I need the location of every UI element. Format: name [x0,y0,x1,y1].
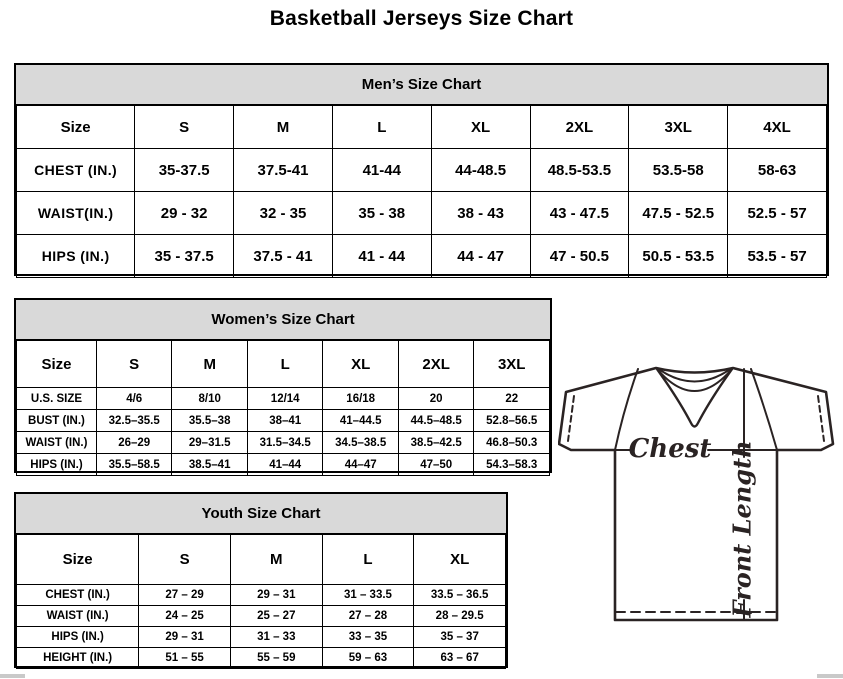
size-value: 41-44 [332,149,431,192]
size-value: 27 – 29 [139,585,231,606]
right-cuff-dashed-line [818,396,824,441]
size-value: 58-63 [728,149,827,192]
size-value: 47–50 [398,454,474,476]
column-header: 3XL [474,341,550,388]
table-row [17,606,506,627]
v-neck-outline [657,369,732,427]
table-row [17,627,506,648]
size-value: 33 – 35 [322,627,414,648]
size-value: 46.8–50.3 [474,432,550,454]
size-value: 29 – 31 [230,585,322,606]
size-value: 51 – 55 [139,648,231,669]
size-value: 53.5-58 [629,149,728,192]
table-row [17,454,550,476]
row-label: BUST (IN.) [17,410,97,432]
size-value: 41–44.5 [323,410,399,432]
mens-size-chart-caption: Men’s Size Chart [16,65,827,105]
size-value: 31 – 33 [230,627,322,648]
size-value: 41 - 44 [332,235,431,278]
size-value: 54.3–58.3 [474,454,550,476]
size-value: 28 – 29.5 [414,606,506,627]
size-value: 8/10 [172,388,248,410]
size-value: 47 - 50.5 [530,235,629,278]
row-label: HEIGHT (IN.) [17,648,139,669]
chest-label: Chest [628,434,712,464]
size-value: 59 – 63 [322,648,414,669]
size-value: 33.5 – 36.5 [414,585,506,606]
table-row [17,149,827,192]
size-value: 29 - 32 [135,192,234,235]
row-label: HIPS (IN.) [17,454,97,476]
column-header: S [96,341,172,388]
horizontal-scrollbar-left-button[interactable] [0,674,25,678]
column-header: 2XL [530,106,629,149]
table-row [17,235,827,278]
column-header: Size [17,535,139,585]
size-value: 37.5-41 [234,149,333,192]
size-value: 53.5 - 57 [728,235,827,278]
youth-size-chart [14,492,508,668]
column-header: XL [431,106,530,149]
size-value: 44 - 47 [431,235,530,278]
size-value: 38 - 43 [431,192,530,235]
size-value: 50.5 - 53.5 [629,235,728,278]
column-header: M [234,106,333,149]
womens-size-chart-caption: Women’s Size Chart [16,300,550,340]
size-value: 35.5–38 [172,410,248,432]
horizontal-scrollbar-right-button[interactable] [817,674,843,678]
size-value: 38.5–42.5 [398,432,474,454]
size-value: 31.5–34.5 [247,432,323,454]
size-value: 44.5–48.5 [398,410,474,432]
mens-size-table [16,105,827,278]
size-value: 52.5 - 57 [728,192,827,235]
womens-size-chart [14,298,552,473]
size-value: 4/6 [96,388,172,410]
size-value: 35 - 38 [332,192,431,235]
size-value: 27 – 28 [322,606,414,627]
size-value: 47.5 - 52.5 [629,192,728,235]
column-header: L [247,341,323,388]
page-title: Basketball Jerseys Size Chart [269,7,574,30]
table-row [17,585,506,606]
size-value: 25 – 27 [230,606,322,627]
column-header: XL [323,341,399,388]
table-row [17,432,550,454]
youth-size-table [16,534,506,669]
mens-size-chart [14,63,829,276]
column-header: L [332,106,431,149]
size-value: 44–47 [323,454,399,476]
jersey-outline-shape [559,368,833,620]
size-value: 34.5–38.5 [323,432,399,454]
row-label: CHEST (IN.) [17,149,135,192]
column-header: S [135,106,234,149]
right-sleeve-seam [751,369,777,450]
size-value: 48.5-53.5 [530,149,629,192]
size-value: 44-48.5 [431,149,530,192]
size-value: 12/14 [247,388,323,410]
size-value: 43 - 47.5 [530,192,629,235]
row-label: CHEST (IN.) [17,585,139,606]
size-value: 32 - 35 [234,192,333,235]
youth-size-chart-caption: Youth Size Chart [16,494,506,534]
column-header: 2XL [398,341,474,388]
size-value: 26–29 [96,432,172,454]
size-value: 31 – 33.5 [322,585,414,606]
size-value: 20 [398,388,474,410]
column-header: XL [414,535,506,585]
column-header: Size [17,341,97,388]
column-header: Size [17,106,135,149]
front-length-label: Front Length [727,440,757,618]
row-label: WAIST (IN.) [17,606,139,627]
size-value: 24 – 25 [139,606,231,627]
row-label: HIPS (IN.) [17,627,139,648]
size-value: 55 – 59 [230,648,322,669]
jersey-measurement-diagram [558,362,843,626]
table-row [17,192,827,235]
size-value: 29 – 31 [139,627,231,648]
size-value: 32.5–35.5 [96,410,172,432]
row-label: HIPS (IN.) [17,235,135,278]
size-value: 22 [474,388,550,410]
row-label: WAIST(IN.) [17,192,135,235]
size-value: 16/18 [323,388,399,410]
header-row [17,106,827,149]
column-header: L [322,535,414,585]
column-header: S [139,535,231,585]
header-row [17,535,506,585]
size-value: 35-37.5 [135,149,234,192]
size-value: 63 – 67 [414,648,506,669]
row-label: WAIST (IN.) [17,432,97,454]
womens-size-table [16,340,550,476]
column-header: M [230,535,322,585]
size-value: 35.5–58.5 [96,454,172,476]
column-header: M [172,341,248,388]
column-header: 3XL [629,106,728,149]
size-value: 41–44 [247,454,323,476]
size-value: 38–41 [247,410,323,432]
size-value: 35 – 37 [414,627,506,648]
size-value: 35 - 37.5 [135,235,234,278]
table-row [17,388,550,410]
row-label: U.S. SIZE [17,388,97,410]
header-row [17,341,550,388]
table-row [17,410,550,432]
size-value: 37.5 - 41 [234,235,333,278]
column-header: 4XL [728,106,827,149]
table-row [17,648,506,669]
size-value: 52.8–56.5 [474,410,550,432]
size-value: 38.5–41 [172,454,248,476]
size-value: 29–31.5 [172,432,248,454]
left-cuff-dashed-line [568,396,574,441]
